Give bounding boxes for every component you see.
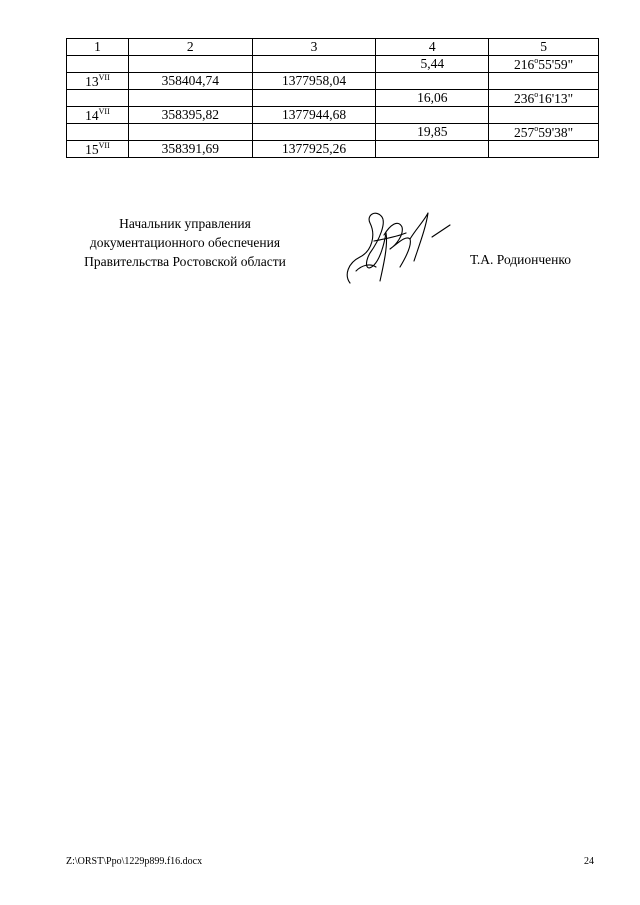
- point-cell: $14^{VII}$: [67, 107, 129, 124]
- coordinates-table: [66, 38, 599, 158]
- x-cell: 358395,82: [128, 107, 252, 124]
- header-cell: 3: [252, 39, 376, 56]
- handwritten-signature-icon: [340, 205, 460, 290]
- table-row: [67, 124, 599, 141]
- y-cell: 1377944,68: [252, 107, 376, 124]
- angle-cell: 216$^o$55'59": [489, 56, 599, 73]
- distance-cell: [376, 73, 489, 90]
- angle-cell: 257$^o$59'38": [489, 124, 599, 141]
- distance-cell: [376, 141, 489, 158]
- point-cell: [67, 90, 129, 107]
- signatory-position: [60, 214, 310, 271]
- position-line: Правительства Ростовской области: [84, 254, 286, 269]
- point-cell: $13^{VII}$: [67, 73, 129, 90]
- x-cell: [128, 90, 252, 107]
- header-cell: 2: [128, 39, 252, 56]
- angle-cell: 236$^o$16'13": [489, 90, 599, 107]
- table-row: [67, 90, 599, 107]
- x-cell: 358391,69: [128, 141, 252, 158]
- table-row: [67, 141, 599, 158]
- x-cell: [128, 56, 252, 73]
- header-cell: 1: [67, 39, 129, 56]
- point-cell: [67, 56, 129, 73]
- table-row: [67, 56, 599, 73]
- distance-cell: 16,06: [376, 90, 489, 107]
- x-cell: 358404,74: [128, 73, 252, 90]
- position-line: документационного обеспечения: [89, 235, 281, 250]
- header-cell: 4: [376, 39, 489, 56]
- angle-cell: [489, 107, 599, 124]
- y-cell: 1377958,04: [252, 73, 376, 90]
- header-cell: 5: [489, 39, 599, 56]
- distance-cell: 5,44: [376, 56, 489, 73]
- point-cell: [67, 124, 129, 141]
- y-cell: [252, 90, 376, 107]
- y-cell: [252, 56, 376, 73]
- angle-cell: [489, 73, 599, 90]
- angle-cell: [489, 141, 599, 158]
- footer-page-number: 24: [584, 856, 594, 867]
- position-line: Начальник управления: [119, 216, 251, 231]
- point-cell: $15^{VII}$: [67, 141, 129, 158]
- table-header-row: [67, 39, 599, 56]
- y-cell: 1377925,26: [252, 141, 376, 158]
- distance-cell: 19,85: [376, 124, 489, 141]
- y-cell: [252, 124, 376, 141]
- footer-file-path: Z:\ORST\Ppo\1229p899.f16.docx: [66, 856, 203, 867]
- signatory-name: Т.А. Родионченко: [470, 252, 571, 267]
- table-row: [67, 107, 599, 124]
- x-cell: [128, 124, 252, 141]
- table-row: [67, 73, 599, 90]
- distance-cell: [376, 107, 489, 124]
